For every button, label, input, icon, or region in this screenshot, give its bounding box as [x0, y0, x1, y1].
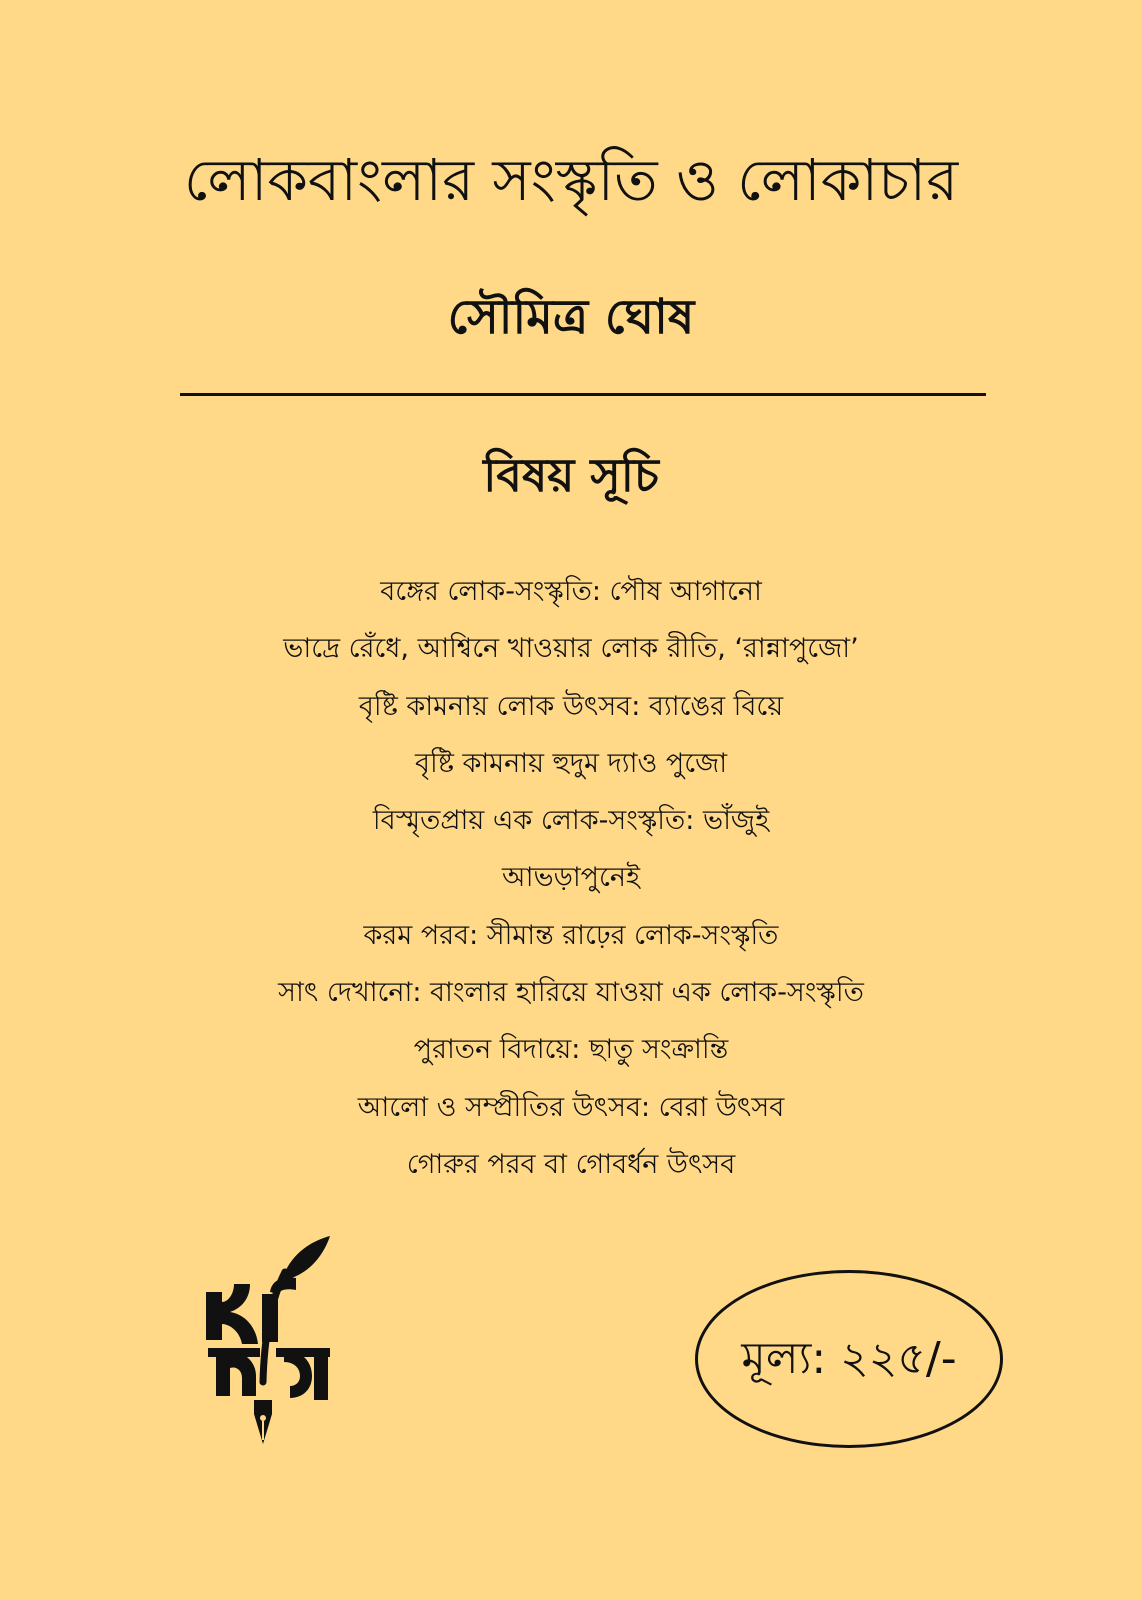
toc-item: গোরুর পরব বা গোবর্ধন উৎসব — [406, 1148, 736, 1180]
toc-item: বঙ্গের লোক-সংস্কৃতি: পৌষ আগানো — [380, 576, 762, 607]
toc-item: আভড়াপুনেই — [501, 862, 641, 894]
toc-item: বৃষ্টি কামনায় হুদুম দ্যাও পুজো — [414, 747, 728, 779]
price-label: মূল্য: ২২৫/- — [741, 1333, 957, 1384]
price-badge — [695, 1270, 1003, 1448]
toc-heading: বিষয় সূচি — [483, 448, 659, 502]
publisher-logo — [200, 1232, 340, 1452]
toc-item: সাৎ দেখানো: বাংলার হারিয়ে যাওয়া এক লোক-সংস্কৃতি — [278, 977, 864, 1009]
toc-item: করম পরব: সীমান্ত রাঢ়ের লোক-সংস্কৃতি — [363, 919, 779, 951]
divider-line — [180, 393, 986, 396]
toc-list — [0, 563, 1142, 1193]
book-author: সৌমিত্র ঘোষ — [447, 289, 695, 345]
book-title: লোকবাংলার সংস্কৃতি ও লোকাচার — [183, 146, 959, 214]
toc-item: পুরাতন বিদায়ে: ছাতু সংক্রান্তি — [413, 1034, 729, 1066]
pen-nib-leaf-logo-icon — [200, 1232, 340, 1452]
toc-item: বৃষ্টি কামনায় লোক উৎসব: ব্যাঙের বিয়ে — [358, 690, 784, 722]
toc-item: বিস্মৃতপ্রায় এক লোক-সংস্কৃতি: ভাঁজুই — [372, 805, 770, 837]
toc-item: আলো ও সম্প্রীতির উৎসব: বেরা উৎসব — [357, 1091, 785, 1123]
toc-item: ভাদ্রে রেঁধে, আশ্বিনে খাওয়ার লোক রীতি, ‘রান্নাপুজো’ — [283, 633, 859, 665]
